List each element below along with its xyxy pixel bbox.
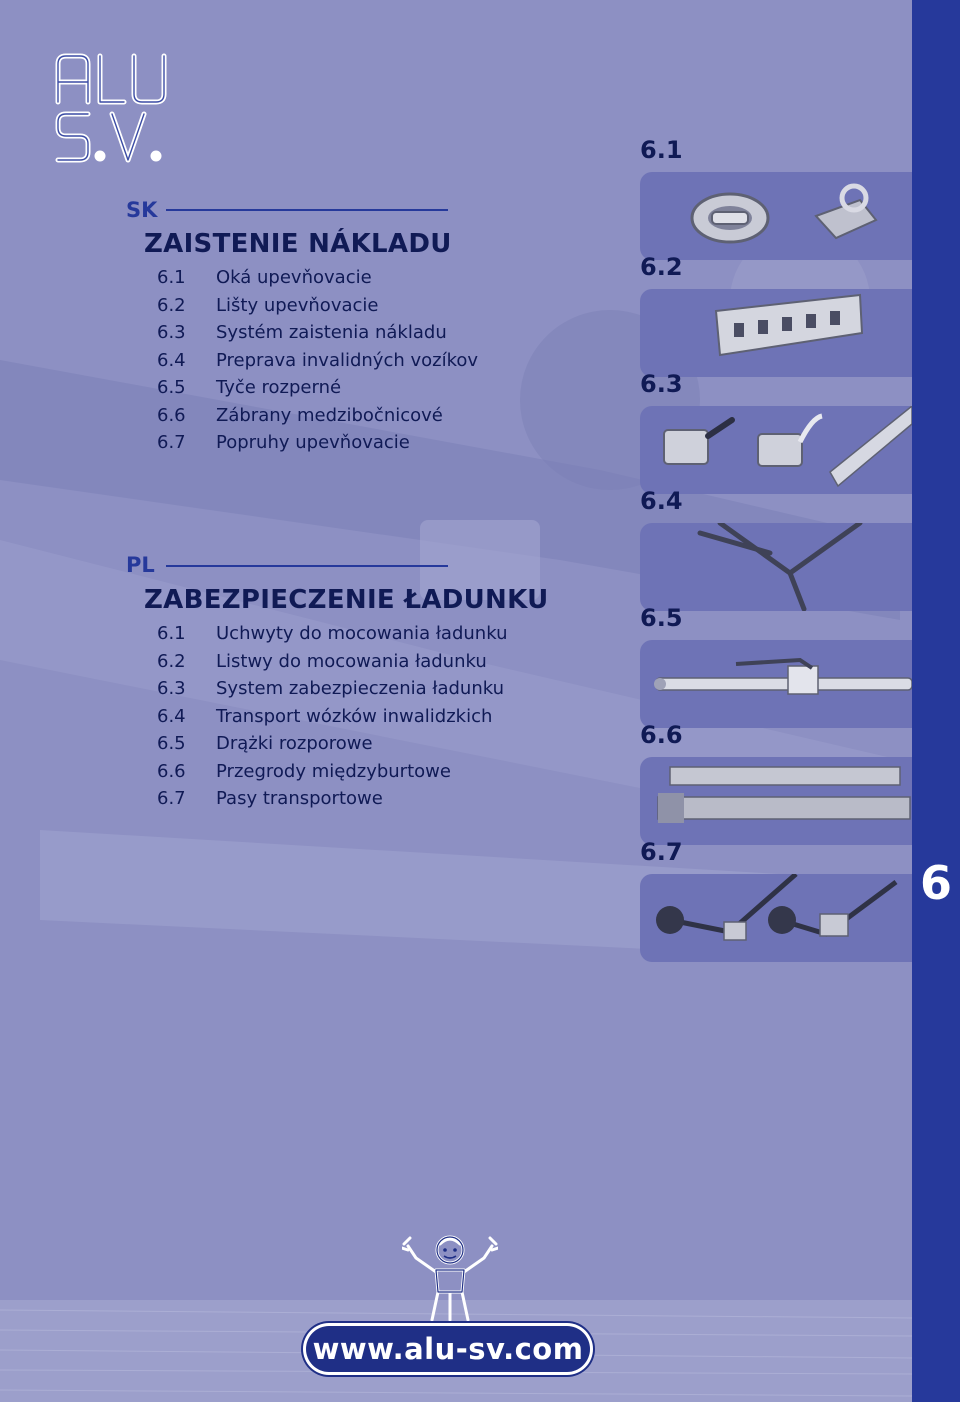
category-label-6-7: 6.7	[640, 838, 683, 866]
ratchet-straps-image	[640, 874, 912, 962]
website-link[interactable]: www.alu-sv.com	[306, 1326, 590, 1372]
category-label-6-4: 6.4	[640, 487, 683, 515]
toc-item[interactable]: 6.7 Popruhy upevňovacie	[157, 432, 410, 453]
sk-divider	[166, 209, 448, 211]
category-label-6-3: 6.3	[640, 370, 683, 398]
category-tile-lashing-rail[interactable]	[640, 289, 912, 377]
category-label-6-6: 6.6	[640, 721, 683, 749]
category-label-6-1: 6.1	[640, 136, 683, 164]
mascot-illustration	[402, 1232, 498, 1322]
toc-item[interactable]: 6.5 Drążki rozporowe	[157, 733, 373, 754]
lashing-rail-image	[640, 289, 912, 377]
chapter-number: 6	[919, 856, 952, 910]
alu-sv-logo	[52, 50, 172, 166]
category-tile-deck-beam[interactable]	[640, 757, 912, 845]
pl-divider	[166, 565, 448, 567]
category-tile-wheelchair-straps[interactable]	[640, 523, 912, 611]
sk-section-title: ZAISTENIE NÁKLADU	[144, 229, 452, 259]
deck-beam-image	[640, 757, 912, 845]
chapter-tab-bar	[912, 0, 960, 1402]
sk-language-label: SK	[126, 198, 158, 222]
toc-item[interactable]: 6.3 Systém zaistenia nákladu	[157, 322, 447, 343]
toc-item[interactable]: 6.2 Listwy do mocowania ładunku	[157, 650, 487, 672]
category-label-6-5: 6.5	[640, 604, 683, 632]
category-tile-load-bar[interactable]	[640, 640, 912, 728]
lashing-rings-image	[640, 172, 912, 260]
pl-language-label: PL	[126, 553, 155, 577]
category-tile-ratchet-straps[interactable]	[640, 874, 912, 962]
category-tile-cargo-fittings[interactable]	[640, 406, 912, 494]
toc-item[interactable]: 6.4 Preprava invalidných vozíkov	[157, 349, 479, 371]
wheelchair-straps-image	[640, 523, 912, 611]
pl-table-of-contents	[157, 620, 507, 813]
cargo-fittings-image	[640, 406, 912, 494]
toc-item[interactable]: 6.4 Transport wózków inwalidzkich	[157, 705, 493, 727]
toc-item[interactable]: 6.1 Oká upevňovacie	[157, 267, 372, 288]
toc-item[interactable]: 6.1 Uchwyty do mocowania ładunku	[157, 623, 508, 644]
sk-table-of-contents	[157, 264, 478, 457]
category-label-6-2: 6.2	[640, 253, 683, 281]
toc-item[interactable]: 6.3 System zabezpieczenia ładunku	[157, 678, 505, 699]
pl-section-title: ZABEZPIECZENIE ŁADUNKU	[144, 585, 549, 615]
toc-item[interactable]: 6.2 Lišty upevňovacie	[157, 294, 379, 316]
toc-item[interactable]: 6.5 Tyče rozperné	[157, 377, 342, 398]
toc-item[interactable]: 6.7 Pasy transportowe	[157, 788, 383, 809]
toc-item[interactable]: 6.6 Przegrody międzyburtowe	[157, 760, 451, 782]
load-bar-image	[640, 640, 912, 728]
toc-item[interactable]: 6.6 Zábrany medzibočnicové	[157, 404, 443, 426]
category-tile-lashing-rings[interactable]	[640, 172, 912, 260]
